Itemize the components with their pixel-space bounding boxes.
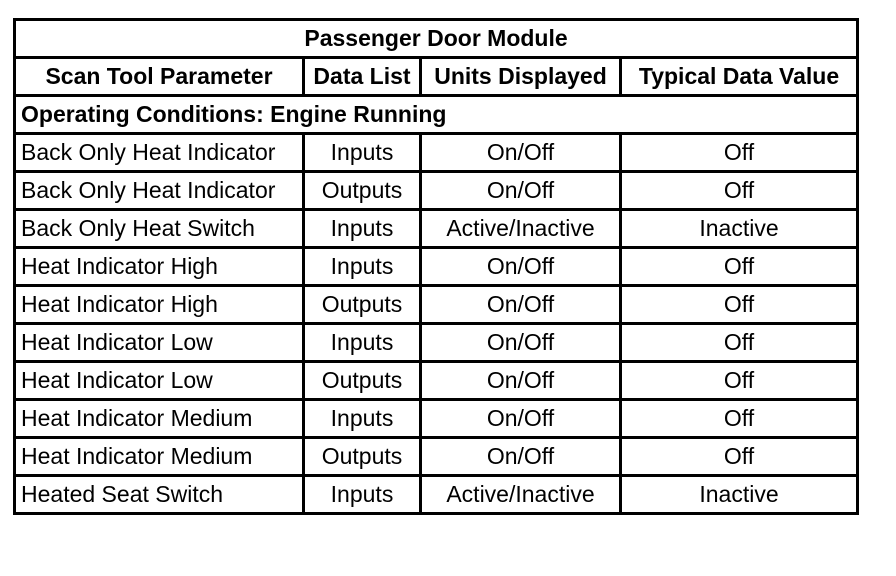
units-cell: On/Off [421,362,621,400]
data-list-cell: Inputs [304,134,421,172]
table-header-row [15,58,858,96]
units-cell: On/Off [421,286,621,324]
table-row [15,438,858,476]
units-cell: Active/Inactive [421,210,621,248]
parameter-cell: Heat Indicator Low [15,362,304,400]
units-cell: On/Off [421,324,621,362]
table-row [15,210,858,248]
typical-value-cell: Off [621,172,858,210]
typical-value-cell: Inactive [621,210,858,248]
table-row [15,476,858,514]
data-list-cell: Inputs [304,248,421,286]
column-header-scan-tool-parameter: Scan Tool Parameter [15,58,304,96]
section-row [15,96,858,134]
table-title-row [15,20,858,58]
parameter-cell: Back Only Heat Indicator [15,172,304,210]
column-header-units-displayed: Units Displayed [421,58,621,96]
table-row [15,362,858,400]
table-body [15,134,858,514]
typical-value-cell: Off [621,324,858,362]
typical-value-cell: Off [621,438,858,476]
data-list-cell: Outputs [304,286,421,324]
parameter-cell: Heat Indicator Medium [15,400,304,438]
parameter-cell: Heat Indicator High [15,286,304,324]
data-table [13,18,859,515]
column-header-typical-data-value: Typical Data Value [621,58,858,96]
column-header-data-list: Data List [304,58,421,96]
parameter-cell: Heat Indicator High [15,248,304,286]
table-row [15,248,858,286]
units-cell: On/Off [421,172,621,210]
typical-value-cell: Off [621,400,858,438]
table-row [15,400,858,438]
section-label: Operating Conditions: Engine Running [15,96,858,134]
parameter-cell: Heat Indicator Low [15,324,304,362]
table-row [15,172,858,210]
table-title: Passenger Door Module [15,20,858,58]
units-cell: On/Off [421,438,621,476]
table-row [15,134,858,172]
data-list-cell: Inputs [304,210,421,248]
data-list-cell: Outputs [304,438,421,476]
data-list-cell: Outputs [304,172,421,210]
typical-value-cell: Inactive [621,476,858,514]
parameter-cell: Heated Seat Switch [15,476,304,514]
data-list-cell: Outputs [304,362,421,400]
parameter-cell: Back Only Heat Indicator [15,134,304,172]
typical-value-cell: Off [621,286,858,324]
parameter-cell: Heat Indicator Medium [15,438,304,476]
typical-value-cell: Off [621,248,858,286]
data-list-cell: Inputs [304,476,421,514]
table-row [15,286,858,324]
typical-value-cell: Off [621,134,858,172]
table-row [15,324,858,362]
data-list-cell: Inputs [304,400,421,438]
units-cell: On/Off [421,248,621,286]
typical-value-cell: Off [621,362,858,400]
units-cell: Active/Inactive [421,476,621,514]
data-list-cell: Inputs [304,324,421,362]
parameter-cell: Back Only Heat Switch [15,210,304,248]
units-cell: On/Off [421,134,621,172]
units-cell: On/Off [421,400,621,438]
